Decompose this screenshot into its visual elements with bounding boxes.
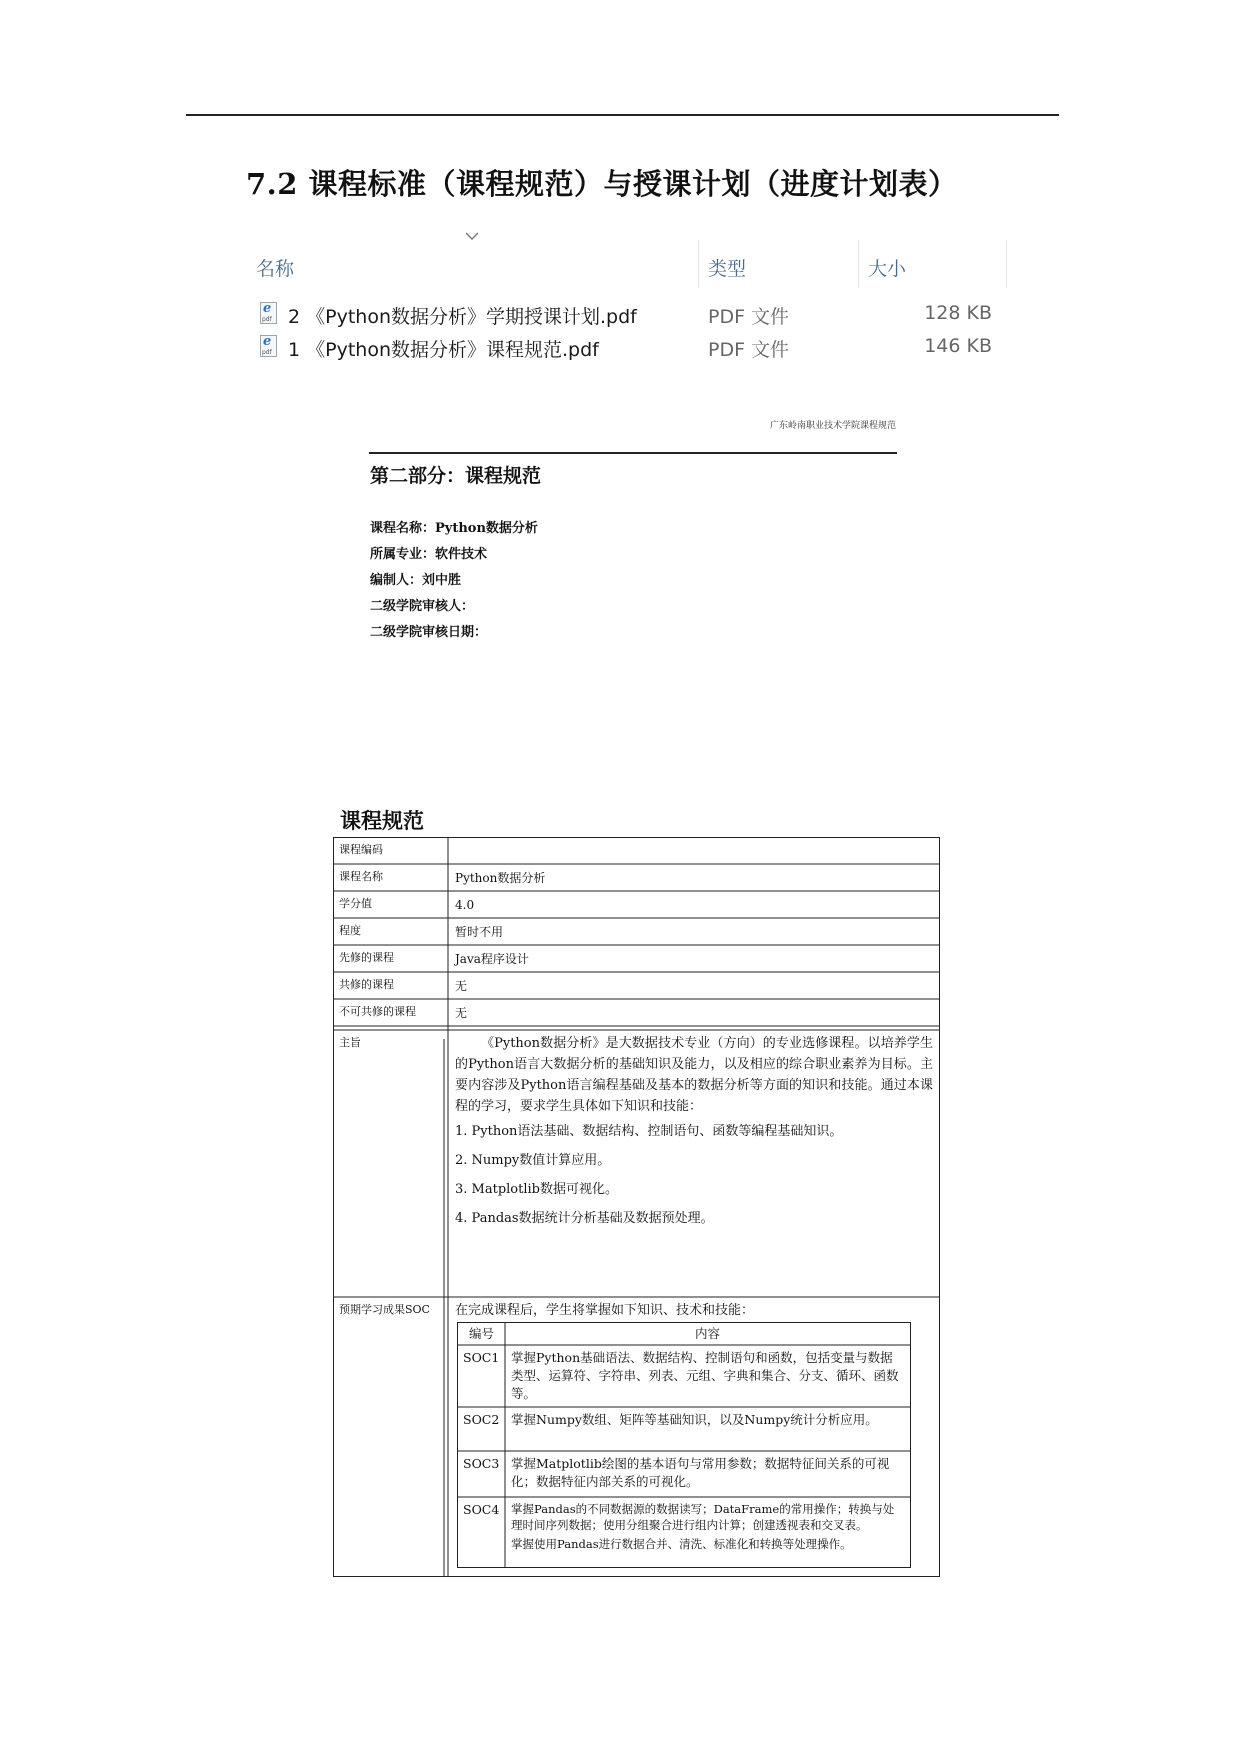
spec-table: [333, 837, 940, 1577]
aim-item: 2. Numpy数值计算应用。: [455, 1153, 611, 1168]
course-meta: [370, 516, 538, 646]
file-explorer: [254, 240, 1014, 370]
chevron-down-icon[interactable]: [462, 230, 482, 244]
aim-item: 3. Matplotlib数据可视化。: [455, 1182, 618, 1197]
pdf-file-icon: e pdf: [260, 335, 277, 357]
file-type: PDF 文件: [708, 306, 790, 328]
soc-code: SOC3: [463, 1456, 500, 1471]
file-type: PDF 文件: [708, 339, 790, 361]
explorer-header: [254, 240, 1014, 292]
aim-paragraph: 《Python数据分析》是大数据技术专业（方向）的专业选修课程。以培养学生的Python语言大数据分析的基础知识及能力，以及相应的综合职业素养为目标。主要内容涉及Python语言编程基础及基本的数据分析等方面的知识和技能。通过本课程的学习，要求学生具体如下知识和技能：: [455, 1036, 933, 1114]
soc-content: 掌握Python基础语法、数据结构、控制语句和函数，包括变量与数据类型、运算符、字符串、列表、元组、字典和集合、分支、循环、函数等。: [511, 1350, 899, 1401]
section-title: 7.2 课程标准（课程规范）与授课计划（进度计划表）: [246, 167, 958, 201]
row-label: 课程编码: [339, 843, 383, 856]
row-label: 不可共修的课程: [339, 1005, 416, 1018]
file-name: 1 《Python数据分析》课程规范.pdf: [288, 339, 599, 361]
meta-course-name: 课程名称：Python数据分析: [370, 521, 538, 536]
row-value: 无: [455, 1006, 468, 1020]
file-row[interactable]: [254, 333, 1014, 363]
row-value: 4.0: [455, 898, 475, 912]
column-divider[interactable]: [698, 240, 699, 288]
meta-major: 所属专业：软件技术: [370, 547, 488, 562]
row-label: 先修的课程: [339, 951, 394, 964]
column-name-header[interactable]: 名称: [256, 258, 295, 280]
pdf-file-icon: e pdf: [260, 302, 277, 324]
meta-review-date: 二级学院审核日期：: [370, 625, 488, 640]
soc-intro: 在完成课程后，学生将掌握如下知识、技术和技能：: [455, 1303, 755, 1318]
row-value: Python数据分析: [455, 871, 546, 885]
aim-item: 1. Python语法基础、数据结构、控制语句、函数等编程基础知识。: [455, 1124, 843, 1139]
soc-code: SOC1: [463, 1350, 500, 1365]
aim-label: 主旨: [339, 1036, 361, 1049]
column-type-header[interactable]: 类型: [708, 258, 747, 280]
aim-item: 4. Pandas数据统计分析基础及数据预处理。: [455, 1211, 714, 1226]
row-label: 课程名称: [339, 870, 383, 883]
row-label: 学分值: [339, 897, 372, 910]
soc-content-extra: 掌握使用Pandas进行数据合并、清洗、标准化和转换等处理操作。: [511, 1537, 852, 1551]
column-divider[interactable]: [858, 240, 859, 288]
meta-reviewer: 二级学院审核人：: [370, 599, 475, 614]
doc-running-header: 广东岭南职业技术学院课程规范: [769, 421, 896, 431]
soc-code: SOC4: [463, 1502, 500, 1517]
file-row[interactable]: [254, 300, 1014, 330]
soc-header-code: 编号: [468, 1326, 494, 1341]
row-value: Java程序设计: [455, 952, 529, 966]
file-size: 146 KB: [924, 335, 992, 357]
spec-title: 课程规范: [340, 808, 424, 833]
row-value: 无: [455, 979, 468, 993]
soc-content: 掌握Matplotlib绘图的基本语句与常用参数；数据特征间关系的可视化；数据特征内部关系的可视化。: [511, 1456, 890, 1489]
row-value: 暂时不用: [455, 925, 504, 939]
file-name: 2 《Python数据分析》学期授课计划.pdf: [288, 306, 637, 328]
soc-content: 掌握Pandas的不同数据源的数据读写；DataFrame的常用操作；转换与处理时间序列数据；使用分组聚合进行组内计算；创建透视表和交叉表。: [511, 1502, 895, 1532]
doc-part-title: 第二部分：课程规范: [370, 465, 542, 487]
column-divider[interactable]: [1006, 240, 1007, 288]
row-label: 共修的课程: [339, 978, 394, 991]
meta-author: 编制人：刘中胜: [370, 573, 462, 588]
row-label: 程度: [339, 924, 361, 937]
soc-content: 掌握Numpy数组、矩阵等基础知识，以及Numpy统计分析应用。: [511, 1412, 878, 1427]
top-rule: [186, 114, 1059, 116]
soc-label: 预期学习成果SOC: [339, 1303, 430, 1316]
column-size-header[interactable]: 大小: [868, 258, 907, 280]
soc-code: SOC2: [463, 1412, 500, 1427]
doc-header-rule: [369, 452, 897, 454]
file-size: 128 KB: [924, 302, 992, 324]
soc-header-content: 内容: [694, 1326, 720, 1341]
